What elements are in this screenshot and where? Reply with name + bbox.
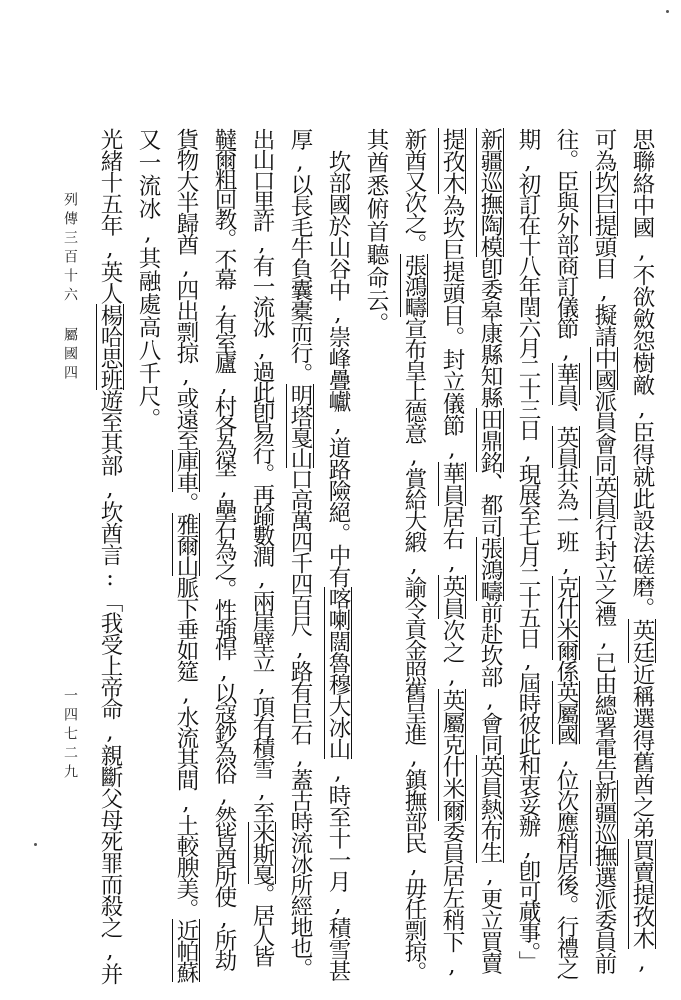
text-segment: 共為一班, bbox=[553, 467, 579, 576]
scan-speck bbox=[34, 843, 37, 846]
text-segment: 近稱選得舊酋之弟 bbox=[629, 663, 655, 839]
text-segment: 再踰數澗,兩崖壁立,頂有積雪,至 bbox=[249, 483, 275, 822]
text-segment: 居人皆 bbox=[249, 904, 275, 966]
proper-noun-underlined: 英員 bbox=[553, 425, 579, 468]
proper-noun-underlined: 提孜木 bbox=[439, 128, 465, 194]
proper-noun-underlined: 中國 bbox=[591, 346, 617, 390]
text-column bbox=[549, 128, 583, 979]
proper-noun-underlined: 英廷 bbox=[629, 619, 655, 663]
text-column bbox=[131, 128, 165, 431]
text-segment: 遊至其部,坎酋言:「我受上帝命,親斷父母死罪而殺之,并 bbox=[97, 389, 123, 984]
text-segment: 其酋悉俯首聽命云。 bbox=[363, 128, 389, 335]
proper-noun-underlined: 英員 bbox=[439, 575, 465, 619]
text-segment: 。 bbox=[249, 883, 275, 904]
text-segment: ,更立買賣 bbox=[477, 862, 503, 974]
text-segment: 委員居左稍下, bbox=[439, 820, 465, 978]
text-segment: 光緒十五年 bbox=[97, 128, 123, 236]
text-column bbox=[397, 128, 431, 982]
proper-noun-underlined: 庫車 bbox=[173, 450, 199, 492]
text-segment: 卽委皋康縣知縣 bbox=[477, 257, 503, 408]
text-segment: 次之, bbox=[439, 619, 465, 689]
text-segment: 頭目,擬請 bbox=[591, 235, 617, 347]
text-column bbox=[169, 128, 203, 982]
text-segment: 、 bbox=[553, 404, 579, 426]
text-segment: 不幕,有室廬,村各為堡,壘石為之。 bbox=[211, 248, 237, 599]
text-segment: 中有 bbox=[325, 544, 351, 587]
proper-noun-underlined: 英屬國 bbox=[553, 681, 579, 744]
text-segment: 行禮之 bbox=[553, 915, 579, 979]
proper-noun-underlined: 米斯戛 bbox=[249, 822, 275, 884]
text-column bbox=[207, 128, 241, 969]
proper-noun-underlined: 明塔戛山 bbox=[287, 383, 313, 468]
page-number: 一四七二九 bbox=[62, 688, 78, 783]
proper-noun-underlined: 英員熱布生 bbox=[477, 755, 503, 863]
text-segment: 係 bbox=[553, 660, 579, 681]
proper-noun-underlined: 張鴻疇 bbox=[477, 536, 503, 601]
text-segment: ,位次應稍居後。 bbox=[553, 744, 579, 916]
text-column bbox=[435, 128, 469, 978]
proper-noun-underlined: 雅爾山 bbox=[173, 513, 199, 576]
text-column bbox=[587, 128, 621, 974]
text-segment: 新酋又次之。 bbox=[401, 128, 427, 254]
proper-noun-underlined: 克什米爾 bbox=[553, 576, 579, 660]
proper-noun-underlined: 英員 bbox=[591, 475, 617, 519]
running-header: 列傳三百十六 屬國四 bbox=[62, 192, 78, 384]
text-segment: 貨物大半歸酋,四出剽掠,或遠至 bbox=[173, 128, 199, 450]
proper-noun-underlined: 英屬克什米爾 bbox=[439, 688, 465, 821]
text-segment: ,時至十一月,積雪甚 bbox=[325, 759, 351, 981]
text-segment: 思聯絡中國,不欲斂怨樹敵,臣得就此設法磋磨。 bbox=[629, 128, 655, 619]
text-segment: 出山口里許,有一流冰,過此卽易行。 bbox=[249, 128, 275, 484]
proper-noun-underlined: 田鼎銘 bbox=[477, 407, 503, 472]
text-segment: 往。 bbox=[553, 128, 579, 170]
proper-noun-underlined: 華員 bbox=[439, 461, 465, 506]
text-segment: ,英人 bbox=[97, 235, 123, 304]
text-column bbox=[245, 128, 279, 966]
proper-noun-underlined: 張鴻疇 bbox=[401, 254, 427, 317]
proper-noun-underlined: 華員 bbox=[553, 362, 579, 405]
text-segment: 行封立之禮,已由總署電告 bbox=[591, 518, 617, 780]
text-segment: 前赴坎部,會同 bbox=[477, 601, 503, 755]
text-segment: 為坎巨提頭目。 bbox=[439, 194, 465, 348]
text-segment: 厚,以長毛牛負囊橐而行。 bbox=[287, 128, 313, 384]
text-segment: 可為 bbox=[591, 128, 617, 171]
proper-noun-underlined: 坎巨提 bbox=[591, 171, 617, 236]
text-segment: 期,初訂在十八年閏六月二十三日,現展至七月二十五日,屆時彼此和衷妥辦,卽可蕆事。」 bbox=[515, 128, 541, 972]
text-segment: 居右, bbox=[439, 505, 465, 575]
text-column bbox=[93, 128, 127, 984]
text-segment: 派員會同 bbox=[591, 389, 617, 476]
text-segment: , bbox=[629, 949, 655, 975]
text-segment: 選派委員前 bbox=[591, 866, 617, 974]
scan-speck bbox=[666, 10, 669, 13]
proper-noun-underlined: 近帕蘇 bbox=[173, 919, 199, 982]
text-segment: 、都司 bbox=[477, 472, 503, 537]
proper-noun-underlined: 喀喇闊魯穆大冰山 bbox=[325, 587, 351, 759]
text-segment: 脈下垂如筵,水流其間,土較腴美。 bbox=[173, 576, 199, 919]
proper-noun-underlined: 新疆巡撫 bbox=[591, 780, 617, 866]
text-column bbox=[283, 128, 317, 979]
text-segment: 。 bbox=[173, 492, 199, 513]
text-segment: 口高萬四千四百尺,路有巨石,蓋古時流冰所經地也。 bbox=[287, 467, 313, 979]
proper-noun-underlined: 買賣提孜木 bbox=[629, 839, 655, 949]
text-segment: 臣與外部商訂儀節, bbox=[553, 170, 579, 363]
text-column bbox=[473, 128, 507, 974]
proper-noun-underlined: 新疆巡撫陶模 bbox=[477, 128, 503, 257]
text-segment: 坎部國於山谷中,崇峰疊巘,道路險絕。 bbox=[325, 150, 351, 544]
proper-noun-underlined: 楊哈思班 bbox=[97, 303, 123, 390]
text-segment: 封立儀節, bbox=[439, 348, 465, 462]
text-column bbox=[359, 128, 393, 335]
text-column bbox=[321, 150, 355, 981]
text-segment: 又一流冰,其融處高八千尺。 bbox=[135, 128, 161, 431]
text-segment: 性強悍,以寇鈔為俗,然皆酋所使,所劫 bbox=[211, 598, 237, 969]
text-segment: 韃爾粗回教。 bbox=[211, 128, 237, 248]
text-column bbox=[625, 128, 659, 975]
text-column bbox=[511, 128, 545, 971]
text-segment: 宣布皇上德意,賞給大緞,諭令貢金照舊呈進,鎮撫部民,毋任剽掠。 bbox=[401, 317, 427, 982]
